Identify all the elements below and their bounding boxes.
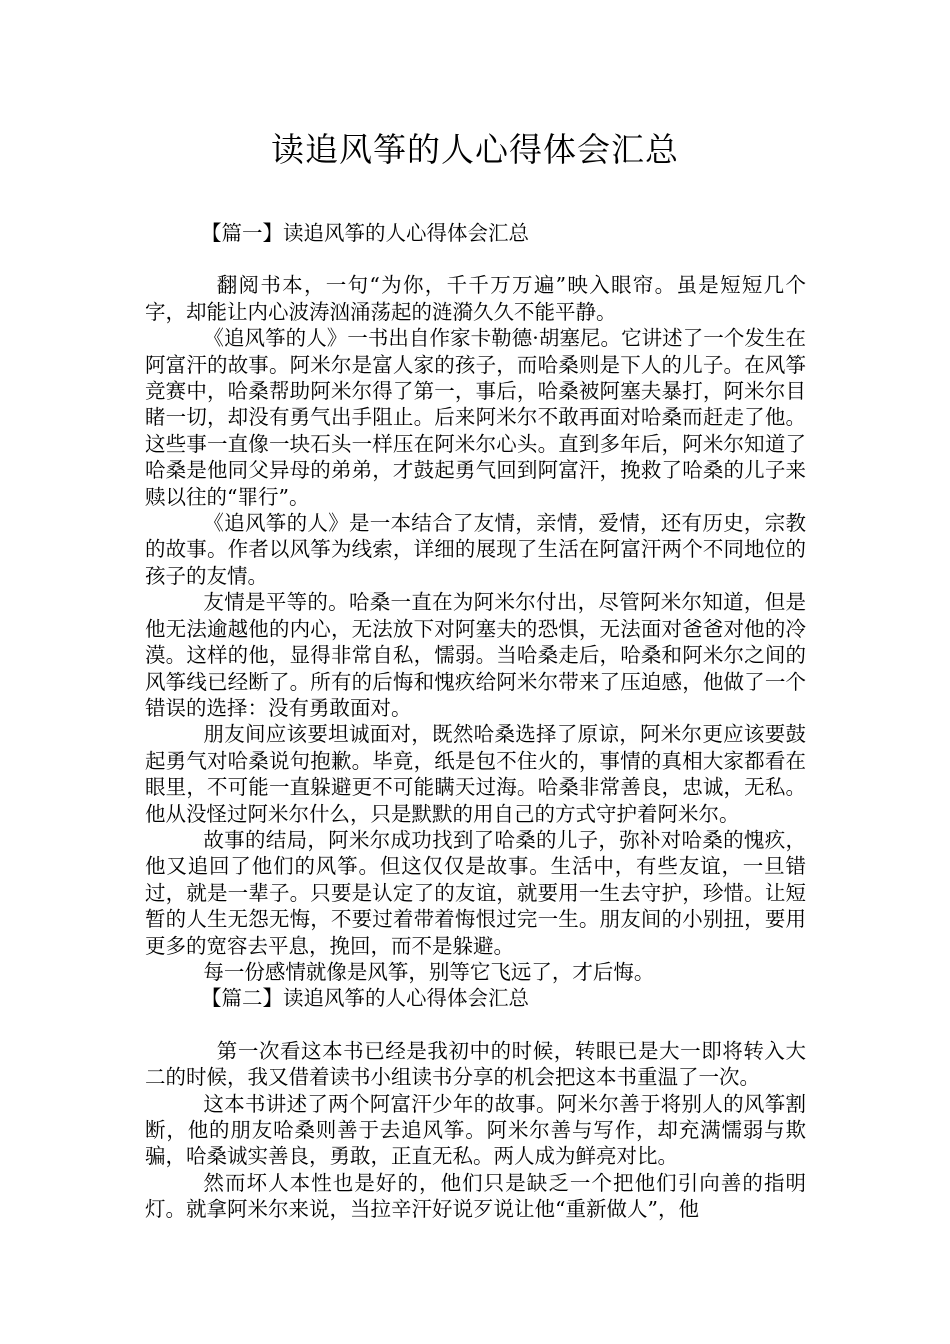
paragraph: 故事的结局，阿米尔成功找到了哈桑的儿子，弥补对哈桑的愧疚，他又追回了他们的风筝。但这仅仅是故事。生活中，有些友谊，一旦错过，就是一辈子。只要是认定了的友谊，就要用一生去守护，珍惜。让短暂的人生无怨无悔，不要过着带着悔恨过完一生。朋友间的小别扭，要用更多的宽容去平息，挽回，而不是躲避。 — [145, 827, 806, 958]
section-spacer — [145, 246, 806, 272]
paragraph: 朋友间应该要坦诚面对，既然哈桑选择了原谅，阿米尔更应该要鼓起勇气对哈桑说句抱歉。毕竟，纸是包不住火的，事情的真相大家都看在眼里，不可能一直躲避更不可能瞒天过海。哈桑非常善良，忠诚，无私。他从没怪过阿米尔什么，只是默默的用自己的方式守护着阿米尔。 — [145, 722, 806, 826]
paragraph: 友情是平等的。哈桑一直在为阿米尔付出，尽管阿米尔知道，但是他无法逾越他的内心，无法放下对阿塞夫的恐惧，无法面对爸爸对他的冷漠。这样的他，显得非常自私，懦弱。当哈桑走后，哈桑和阿米尔之间的风筝线已经断了。所有的后悔和愧疚给阿米尔带来了压迫感，他做了一个错误的选择：没有勇敢面对。 — [145, 590, 806, 720]
document-body — [145, 220, 806, 1223]
document-title: 读追风筝的人心得体会汇总 — [271, 130, 679, 169]
section-heading: 【篇一】读追风筝的人心得体会汇总 — [201, 221, 529, 245]
section-heading: 【篇二】读追风筝的人心得体会汇总 — [201, 986, 529, 1011]
paragraph: 第一次看这本书已经是我初中的时候，转眼已是大一即将转入大二的时候，我又借着读书小组读书分享的机会把这本书重温了一次。 — [145, 1038, 806, 1090]
paragraph: 《追风筝的人》是一本结合了友情，亲情，爱情，还有历史，宗教的故事。作者以风筝为线索，详细的展现了生活在阿富汗两个不同地位的孩子的友情。 — [145, 511, 806, 588]
paragraph: 《追风筝的人》一书出自作家卡勒德·胡塞尼。它讲述了一个发生在阿富汗的故事。阿米尔是富人家的孩子，而哈桑则是下人的儿子。在风筝竞赛中，哈桑帮助阿米尔得了第一，事后，哈桑被阿塞夫暴打，阿米尔目睹一切，却没有勇气出手阻止。后来阿米尔不敢再面对哈桑而赶走了他。这些事一直像一块石头一样压在阿米尔心头。直到多年后，阿米尔知道了哈桑是他同父异母的弟弟，才鼓起勇气回到阿富汗，挽救了哈桑的儿子来赎以往的“罪行”。 — [145, 326, 806, 509]
section-spacer — [145, 1012, 806, 1038]
paragraph: 然而坏人本性也是好的，他们只是缺乏一个把他们引向善的指明灯。就拿阿米尔来说，当拉辛汗好说歹说让他“重新做人”，他 — [145, 1170, 806, 1222]
paragraph: 每一份感情就像是风筝，别等它飞远了，才后悔。 — [203, 959, 655, 984]
paragraph: 翻阅书本，一句“为你，千千万万遍”映入眼帘。虽是短短几个字，却能让内心波涛汹涌荡起的涟漪久久不能平静。 — [145, 273, 806, 324]
paragraph: 这本书讲述了两个阿富汗少年的故事。阿米尔善于将别人的风筝割断，他的朋友哈桑则善于去追风筝。阿米尔善与写作，却充满懦弱与欺骗，哈桑诚实善良，勇敢，正直无私。两人成为鲜亮对比。 — [145, 1091, 806, 1169]
